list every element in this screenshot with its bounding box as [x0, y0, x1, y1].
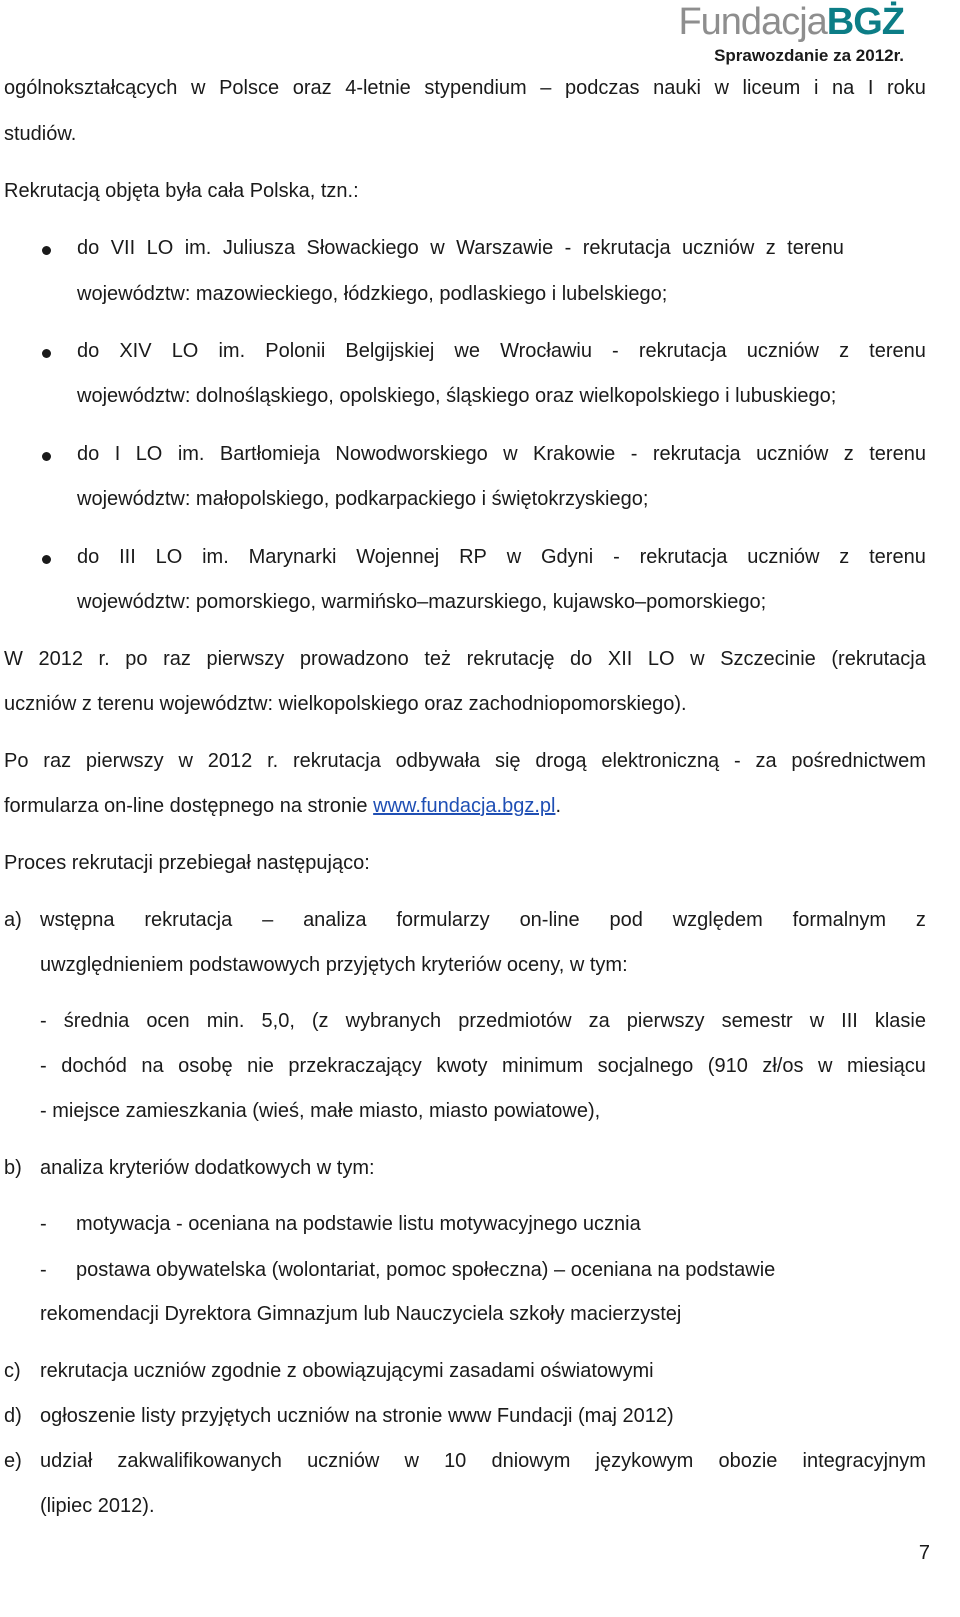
- bullet-line: województw: pomorskiego, warmińsko–mazurskiego, kujawsko–pomorskiego;: [77, 591, 767, 613]
- word: Krakowie: [533, 443, 616, 465]
- list-item-line: (lipiec 2012).: [40, 1495, 155, 1517]
- word: językowym: [595, 1450, 694, 1472]
- word: Wrocławiu: [500, 340, 592, 362]
- word: pierwszy: [85, 750, 164, 772]
- word: Bartłomieja: [219, 443, 320, 465]
- text-span: formularza on-line dostępnego na stronie: [4, 795, 374, 817]
- word: LO: [155, 546, 183, 568]
- word: Gdyni: [540, 546, 594, 568]
- word: uczniów: [682, 237, 755, 259]
- word: względem: [672, 909, 763, 931]
- bullet-icon: [42, 349, 51, 358]
- word: uczniów: [747, 546, 820, 568]
- word: XII: [607, 648, 633, 670]
- word: prowadzono: [299, 648, 409, 670]
- word: uczniów: [307, 1450, 380, 1472]
- list-label: a): [4, 909, 22, 931]
- bullet-icon: [42, 246, 51, 255]
- sub-item-line: - miejsce zamieszkania (wieś, małe miasto, miasto powiatowe),: [40, 1100, 601, 1122]
- list-label: d): [4, 1405, 22, 1427]
- paragraph-line: [4, 795, 561, 818]
- list-item-line: [40, 909, 926, 932]
- word: im.: [202, 546, 229, 568]
- word: roku: [886, 77, 926, 99]
- list-item-line: rekrutacja uczniów zgodnie z obowiązującymi zasadami oświatowymi: [40, 1360, 654, 1382]
- paragraph-line: uczniów z terenu województw: wielkopolskiego oraz zachodniopomorskiego).: [4, 693, 687, 715]
- word: pośrednictwem: [791, 750, 926, 772]
- word: Nowodworskiego: [335, 443, 488, 465]
- word: osobę: [178, 1055, 233, 1077]
- word: (rekrutacja: [831, 648, 926, 670]
- word: raz: [43, 750, 72, 772]
- word: Warszawie: [456, 237, 554, 259]
- word: 2012: [207, 750, 253, 772]
- word: Belgijskiej: [345, 340, 435, 362]
- word: za: [755, 750, 777, 772]
- word: r.: [98, 648, 110, 670]
- bullet-line: [77, 340, 926, 363]
- word: (910: [707, 1055, 748, 1077]
- word: terenu: [869, 546, 926, 568]
- list-item-line: ogłoszenie listy przyjętych uczniów na stronie www Fundacji (maj 2012): [40, 1405, 674, 1427]
- foundation-website-link[interactable]: www.fundacja.bgz.pl: [373, 795, 556, 817]
- word: Po: [4, 750, 29, 772]
- word: wstępna: [40, 909, 115, 931]
- word: -: [613, 546, 620, 568]
- word: do: [570, 648, 593, 670]
- word: LO: [647, 648, 675, 670]
- word: pierwszy: [206, 648, 285, 670]
- word: im.: [184, 237, 212, 259]
- list-label: c): [4, 1360, 21, 1382]
- word: Polonii: [265, 340, 326, 362]
- paragraph-intro: Proces rekrutacji przebiegał następująco:: [4, 852, 370, 874]
- word: podczas: [565, 77, 640, 99]
- word: dniowym: [491, 1450, 571, 1472]
- paragraph-line: [4, 750, 926, 773]
- word: z: [843, 443, 854, 465]
- paragraph-line: [4, 77, 926, 100]
- bullet-line: województw: dolnośląskiego, opolskiego, śląskiego oraz wielkopolskiego i lubuskiego;: [77, 385, 837, 407]
- paragraph-intro: Rekrutacją objęta była cała Polska, tzn.:: [4, 180, 359, 202]
- word: z: [839, 340, 850, 362]
- word: z: [839, 546, 850, 568]
- word: socjalnego: [597, 1055, 694, 1077]
- word: raz: [163, 648, 191, 670]
- word: -: [40, 1055, 47, 1077]
- list-item-line: uwzględnieniem podstawowych przyjętych kryteriów oceny, w tym:: [40, 954, 628, 976]
- word: w: [809, 1010, 825, 1032]
- list-label: e): [4, 1450, 22, 1472]
- bullet-line: [77, 443, 926, 466]
- word: VII: [110, 237, 136, 259]
- word: na: [831, 77, 855, 99]
- word: (z: [311, 1010, 329, 1032]
- word: w: [714, 77, 729, 99]
- word: do: [77, 340, 100, 362]
- list-label: b): [4, 1157, 22, 1179]
- word: liceum: [742, 77, 801, 99]
- word: formularzy: [396, 909, 490, 931]
- bullet-line: [77, 237, 844, 260]
- word: w: [506, 546, 522, 568]
- word: -: [612, 340, 619, 362]
- word: LO: [146, 237, 174, 259]
- word: im.: [177, 443, 205, 465]
- word: uczniów: [746, 340, 819, 362]
- sub-item-dash: -: [40, 1259, 47, 1281]
- word: Juliusza: [222, 237, 296, 259]
- word: w: [818, 1055, 833, 1077]
- word: im.: [218, 340, 246, 362]
- word: Marynarki: [248, 546, 337, 568]
- word: ogólnokształcących: [4, 77, 178, 99]
- word: też: [424, 648, 452, 670]
- word: 2012: [38, 648, 83, 670]
- sub-item-dash: -: [40, 1213, 47, 1235]
- list-item-line: analiza kryteriów dodatkowych w tym:: [40, 1157, 375, 1179]
- word: przekraczający: [288, 1055, 422, 1077]
- word: -: [733, 750, 741, 772]
- sub-item-line: [40, 1010, 926, 1033]
- word: –: [540, 77, 552, 99]
- word: klasie: [874, 1010, 926, 1032]
- word: się: [494, 750, 521, 772]
- word: Szczecinie: [720, 648, 816, 670]
- word: uczniów: [756, 443, 829, 465]
- word: nauki: [653, 77, 701, 99]
- word: na: [141, 1055, 164, 1077]
- word: III: [119, 546, 136, 568]
- word: rekrutacja: [652, 443, 741, 465]
- bullet-icon: [42, 452, 51, 461]
- word: kwoty: [436, 1055, 488, 1077]
- word: LO: [135, 443, 163, 465]
- word: pierwszy: [626, 1010, 705, 1032]
- word: z: [765, 237, 776, 259]
- word: przedmiotów: [458, 1010, 572, 1032]
- word: W: [4, 648, 23, 670]
- word: rekrutacja: [293, 750, 381, 772]
- word: r.: [267, 750, 279, 772]
- word: formalnym: [792, 909, 887, 931]
- word: -: [630, 443, 638, 465]
- word: zakwalifikowanych: [117, 1450, 282, 1472]
- word: w: [503, 443, 518, 465]
- word: rekrutacja: [638, 340, 727, 362]
- word: XIV: [119, 340, 152, 362]
- word: min.: [206, 1010, 245, 1032]
- word: miesiącu: [847, 1055, 926, 1077]
- word: i: [813, 77, 819, 99]
- word: on-line: [519, 909, 580, 931]
- sub-item-line: motywacja - oceniana na podstawie listu motywacyjnego ucznia: [76, 1213, 641, 1235]
- word: Słowackiego: [306, 237, 419, 259]
- word: oraz: [292, 77, 332, 99]
- word: obozie: [718, 1450, 778, 1472]
- word: w: [191, 77, 206, 99]
- page-number: 7: [918, 1542, 930, 1564]
- word: semestr: [721, 1010, 793, 1032]
- word: udział: [40, 1450, 93, 1472]
- word: analiza: [303, 909, 367, 931]
- word: terenu: [869, 340, 926, 362]
- logo-text-fundacja: Fundacja: [678, 1, 827, 43]
- word: do: [77, 237, 100, 259]
- word: terenu: [787, 237, 844, 259]
- word: -: [564, 237, 572, 259]
- word: drogą: [535, 750, 587, 772]
- word: elektroniczną: [601, 750, 720, 772]
- word: średnia: [63, 1010, 130, 1032]
- word: nie: [247, 1055, 274, 1077]
- word: rekrutacja: [144, 909, 233, 931]
- bullet-line: województw: małopolskiego, podkarpackiego i świętokrzyskiego;: [77, 488, 649, 510]
- word: 10: [444, 1450, 467, 1472]
- word: -: [40, 1010, 47, 1032]
- word: we: [454, 340, 480, 362]
- word: 4-letnie: [345, 77, 411, 99]
- word: –: [262, 909, 274, 931]
- bullet-line: województw: mazowieckiego, łódzkiego, podlaskiego i lubelskiego;: [77, 283, 668, 305]
- bullet-icon: [42, 555, 51, 564]
- word: po: [125, 648, 148, 670]
- word: w: [178, 750, 193, 772]
- report-label: Sprawozdanie za 2012r.: [714, 46, 904, 65]
- sub-item-line: postawa obywatelska (wolontariat, pomoc społeczna) – oceniana na podstawie: [76, 1259, 776, 1281]
- bullet-line: [77, 546, 926, 569]
- word: pod: [609, 909, 643, 931]
- sub-item-line: rekomendacji Dyrektora Gimnazjum lub Nauczyciela szkoły macierzystej: [40, 1303, 682, 1325]
- word: do: [77, 546, 100, 568]
- word: rekrutacja: [582, 237, 671, 259]
- word: terenu: [869, 443, 926, 465]
- sub-item-line: [40, 1055, 926, 1078]
- word: rekrutację: [466, 648, 555, 670]
- word: z: [915, 909, 926, 931]
- word: stypendium: [424, 77, 527, 99]
- word: integracyjnym: [802, 1450, 926, 1472]
- paragraph-line: studiów.: [4, 123, 77, 145]
- paragraph-line: [4, 648, 926, 671]
- foundation-logo: [678, 0, 904, 44]
- word: za: [588, 1010, 610, 1032]
- logo-text-bgz: BGŻ: [826, 1, 904, 43]
- word: minimum: [501, 1055, 584, 1077]
- word: w: [690, 648, 705, 670]
- word: do: [77, 443, 100, 465]
- word: zł/os: [762, 1055, 804, 1077]
- word: III: [841, 1010, 858, 1032]
- word: wybranych: [345, 1010, 442, 1032]
- word: I: [114, 443, 121, 465]
- list-item-line: [40, 1450, 926, 1473]
- word: RP: [459, 546, 487, 568]
- word: rekrutacja: [639, 546, 728, 568]
- word: odbywała: [395, 750, 481, 772]
- word: dochód: [61, 1055, 127, 1077]
- word: w: [404, 1450, 419, 1472]
- text-span: .: [555, 795, 562, 817]
- word: Polsce: [219, 77, 280, 99]
- word: I: [867, 77, 874, 99]
- word: w: [430, 237, 445, 259]
- word: 5,0,: [261, 1010, 295, 1032]
- word: Wojennej: [356, 546, 440, 568]
- word: ocen: [146, 1010, 190, 1032]
- word: LO: [171, 340, 199, 362]
